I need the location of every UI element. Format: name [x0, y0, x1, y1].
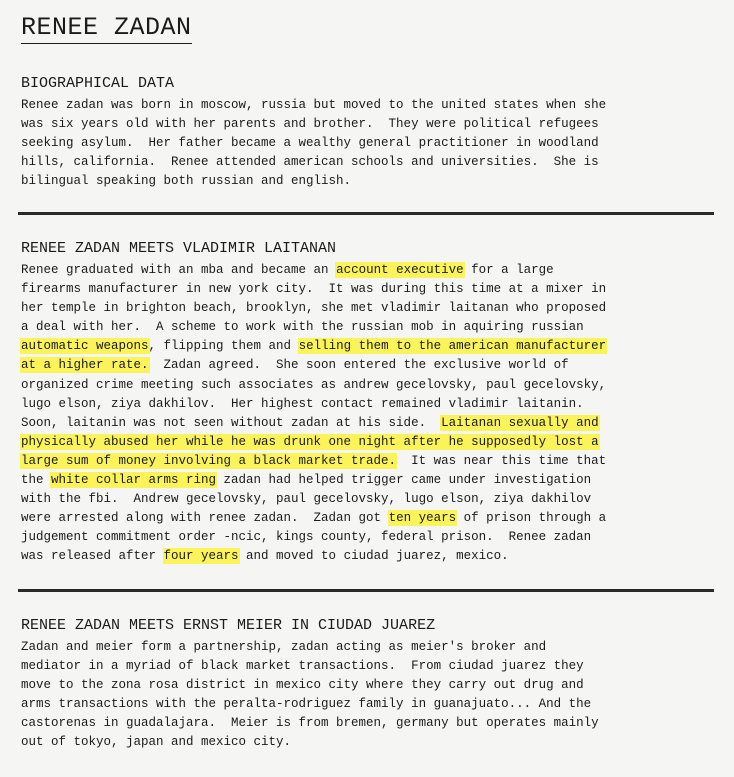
text-line: [21, 153, 721, 172]
text-line: [21, 134, 721, 153]
text-line: [21, 395, 721, 414]
text-line: [21, 356, 721, 375]
highlighted-text: white collar arms ring: [51, 473, 217, 488]
text-line: [21, 695, 721, 714]
text-line: [21, 433, 721, 452]
text-segment: , flipping them and: [148, 339, 299, 354]
text-segment: Renee zadan was born in moscow, russia but moved to the united states when she: [21, 98, 607, 112]
text-segment: castorenas in guadalajara. Meier is from bremen, germany but operates mainly: [21, 716, 599, 731]
highlighted-text: ten years: [388, 511, 457, 526]
text-segment: and moved to ciudad juarez, mexico.: [238, 549, 509, 564]
text-segment: out of tokyo, japan and mexico city.: [21, 735, 292, 750]
text-line: [21, 299, 721, 318]
text-segment: bilingual speaking both russian and english.: [21, 174, 352, 189]
text-line: [21, 280, 721, 299]
highlighted-text: account executive: [336, 263, 464, 277]
text-line: [21, 172, 721, 191]
text-segment: It was near this time that: [396, 453, 607, 468]
text-segment: seeking asylum. Her father became a wealthy general practitioner in woodland: [21, 136, 599, 151]
highlighted-text: physically abused her while he was drunk one night after he supposedly lost a: [21, 434, 599, 449]
document-title: RENEE ZADAN: [21, 13, 192, 42]
section-divider: [18, 589, 714, 592]
text-segment: the: [21, 473, 52, 488]
text-segment: organized crime meeting such associates as andrew gecelovsky, paul gecelovsky,: [21, 377, 607, 392]
text-segment: were arrested along with renee zadan. Zadan got: [21, 511, 389, 526]
text-line: [21, 657, 721, 676]
text-segment: mediator in a myriad of black market transactions. From ciudad juarez they: [21, 659, 584, 674]
text-line: [21, 638, 721, 657]
text-segment: Soon, laitanin was not seen without zadan at his side.: [21, 415, 442, 430]
text-line: [21, 490, 721, 509]
section-heading-meets-meier: RENEE ZADAN MEETS ERNST MEIER IN CIUDAD JUAREZ: [21, 617, 436, 634]
text-line: [21, 414, 721, 433]
text-line: [21, 376, 721, 395]
section-body-biographical-data: [21, 96, 721, 191]
text-line: [21, 115, 721, 134]
highlighted-text: automatic weapons: [21, 339, 149, 354]
text-line: [21, 509, 721, 528]
text-segment: judgement commitment order -ncic, kings county, federal prison. Renee zadan: [21, 530, 592, 545]
highlighted-text: four years: [163, 549, 239, 564]
text-segment: a deal with her. A scheme to work with the russian mob in aquiring russian: [21, 320, 584, 335]
text-segment: of prison through a: [456, 511, 607, 526]
text-line: [21, 547, 721, 566]
text-segment: was six years old with her parents and brother. They were political refugees: [21, 117, 599, 132]
text-line: [21, 261, 721, 280]
highlighted-text: selling them to the american manufacturer: [298, 339, 607, 354]
section-body-meets-laitanan: [21, 261, 721, 567]
highlighted-text: at a higher rate.: [21, 358, 149, 373]
text-segment: with the fbi. Andrew gecelovsky, paul gecelovsky, lugo elson, ziya dakhilov: [21, 492, 592, 507]
highlighted-text: Laitanan sexually and: [441, 415, 599, 430]
highlighted-text: large sum of money involving a black market trade.: [21, 453, 397, 468]
text-segment: Zadan agreed. She soon entered the exclusive world of: [148, 358, 569, 373]
text-segment: firearms manufacturer in new york city. It was during this time at a mixer in: [21, 282, 607, 297]
text-segment: lugo elson, ziya dakhilov. Her highest contact remained vladimir laitanin.: [21, 396, 584, 411]
section-body-meets-meier: [21, 638, 721, 753]
text-line: [21, 96, 721, 115]
text-segment: hills, california. Renee attended american schools and universities. She is: [21, 155, 599, 170]
text-line: [21, 733, 721, 752]
text-line: [21, 471, 721, 490]
text-line: [21, 318, 721, 337]
text-line: [21, 452, 721, 471]
text-segment: her temple in brighton beach, brooklyn, she met vladimir laitanan who proposed: [21, 301, 607, 316]
text-segment: arms transactions with the peralta-rodriguez family in guanajuato... And the: [21, 697, 592, 712]
text-segment: move to the zona rosa district in mexico city where they carry out drug and: [21, 678, 584, 693]
text-segment: Renee graduated with an mba and became an: [21, 263, 337, 277]
text-line: [21, 676, 721, 695]
text-line: [21, 714, 721, 733]
section-heading-biographical-data: BIOGRAPHICAL DATA: [21, 75, 175, 92]
section-divider: [18, 212, 714, 215]
text-line: [21, 528, 721, 547]
text-segment: zadan had helped trigger came under investigation: [216, 473, 592, 488]
text-segment: was released after: [21, 549, 164, 564]
text-segment: Zadan and meier form a partnership, zadan acting as meier's broker and: [21, 640, 547, 654]
text-segment: for a large: [463, 263, 554, 277]
text-line: [21, 337, 721, 356]
section-heading-meets-laitanan: RENEE ZADAN MEETS VLADIMIR LAITANAN: [21, 240, 337, 257]
